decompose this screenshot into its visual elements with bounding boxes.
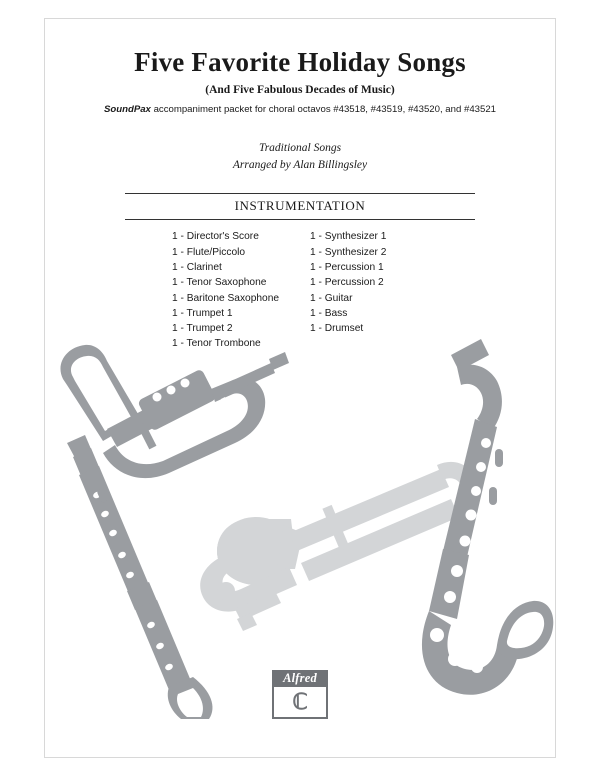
list-item: 1 - Bass [310, 307, 348, 319]
list-item: 1 - Baritone Saxophone [172, 292, 280, 304]
cover-sheet [44, 18, 556, 758]
list-item: 1 - Drumset [310, 323, 364, 335]
list-item: 1 - Tenor Saxophone [172, 277, 267, 289]
list-item: 1 - Percussion 1 [310, 261, 384, 273]
page-title: Five Favorite Holiday Songs [134, 47, 466, 77]
page-subtitle: (And Five Fabulous Decades of Music) [205, 84, 395, 96]
publisher-logo [272, 670, 328, 719]
arranger-line: Arranged by Alan Billingsley [232, 158, 368, 171]
list-item: 1 - Flute/Piccolo [172, 246, 246, 258]
credits-block [45, 140, 555, 173]
logo-mark-icon: ℂ [292, 689, 308, 714]
list-item: 1 - Clarinet [172, 261, 222, 273]
list-item: 1 - Director's Score [172, 231, 259, 243]
logo-wordmark: Alfred [272, 670, 328, 687]
soundpax-description: accompaniment packet for choral octavos #43518, #43519, #43520, and #43521 [150, 104, 496, 115]
list-item: 1 - Synthesizer 2 [310, 246, 387, 258]
divider-top [125, 193, 475, 194]
list-item: 1 - Synthesizer 1 [310, 231, 387, 243]
list-item: 1 - Trumpet 2 [172, 323, 233, 335]
list-item: 1 - Tenor Trombone [172, 338, 261, 350]
soundpax-brand: SoundPax [103, 104, 151, 115]
list-item: 1 - Percussion 2 [310, 277, 384, 289]
composer-line: Traditional Songs [258, 142, 342, 154]
logo-box [272, 687, 328, 719]
instrument-artwork [45, 319, 555, 719]
soundpax-line [45, 104, 555, 115]
instrumentation-heading: INSTRUMENTATION [234, 198, 366, 214]
list-item: 1 - Guitar [310, 292, 353, 304]
list-item: 1 - Trumpet 1 [172, 307, 233, 319]
divider-bottom [125, 219, 475, 220]
